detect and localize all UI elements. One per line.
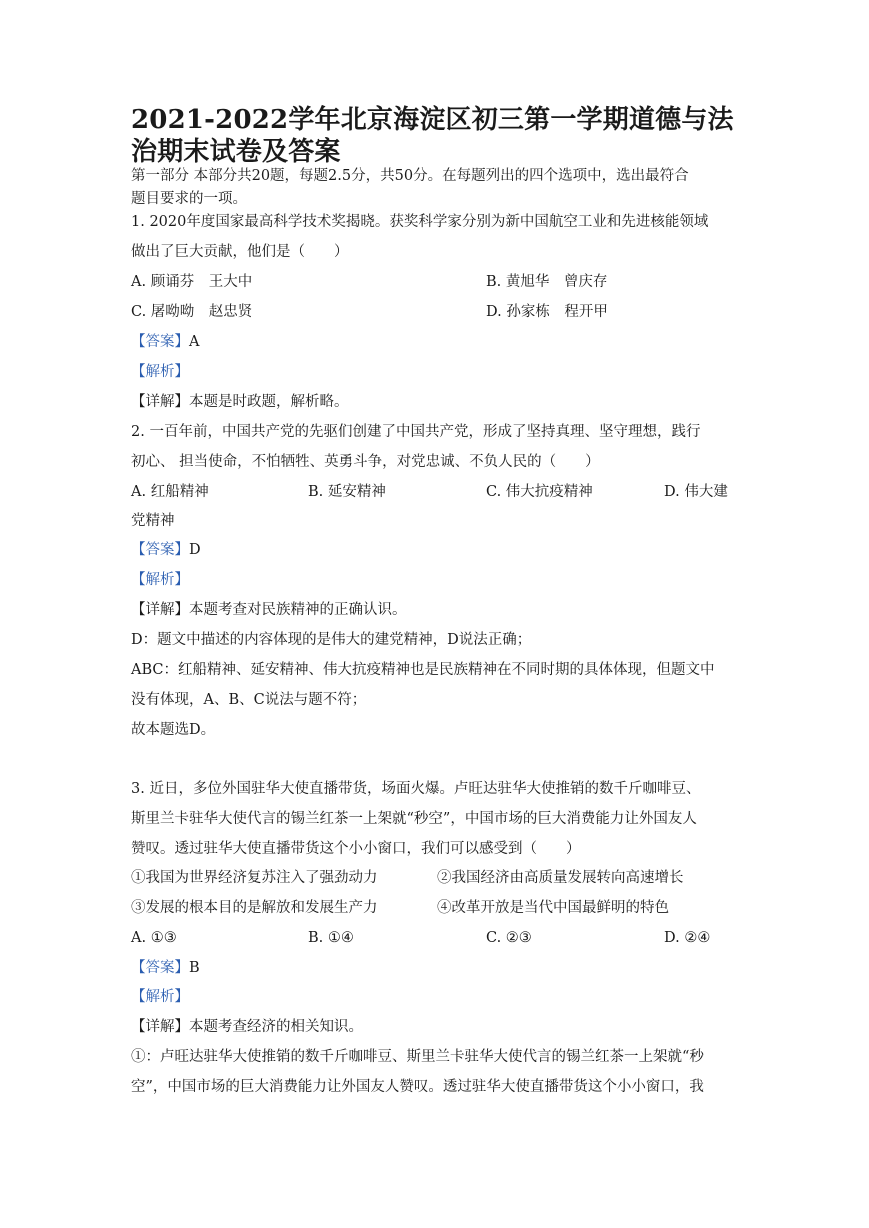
q3-explain-line-2: 空”，中国市场的巨大消费能力让外国友人赞叹。透过驻华大使直播带货这个小小窗口，我 <box>131 1079 704 1095</box>
q1-option-a: A. 顾诵芬 王大中 <box>131 274 253 290</box>
q3-explain-line-1: ①：卢旺达驻华大使推销的数千斤咖啡豆、斯里兰卡驻华大使代言的锡兰红茶一上架就“秒 <box>131 1049 704 1065</box>
q1-option-b: B. 黄旭华 曾庆存 <box>486 274 608 290</box>
q3-answer-value: B <box>189 960 200 976</box>
q1-detail-text: 本题是时政题，解析略。 <box>189 394 349 410</box>
q3-item-4: ④改革开放是当代中国最鲜明的特色 <box>437 900 669 916</box>
q3-item-2: ②我国经济由高质量发展转向高速增长 <box>437 870 684 886</box>
q1-stem-line-1: 1. 2020年度国家最高科学技术奖揭晓。获奖科学家分别为新中国航空工业和先进核能领域 <box>131 214 709 230</box>
detail-tag: 【详解】 <box>131 602 189 618</box>
q2-explain-line-2: ABC：红船精神、延安精神、伟大抗疫精神也是民族精神在不同时期的具体体现，但题文中 <box>131 662 715 678</box>
q1-answer-value: A <box>189 334 200 350</box>
q3-item-3: ③发展的根本目的是解放和发展生产力 <box>131 900 378 916</box>
q1-answer <box>131 333 199 351</box>
q2-explain-line-4: 故本题选D。 <box>131 722 216 738</box>
q3-stem-line-1: 3. 近日，多位外国驻华大使直播带货，场面火爆。卢旺达驻华大使推销的数千斤咖啡豆、 <box>131 781 701 797</box>
q2-stem-line-2: 初心、 担当使命，不怕牺牲、英勇斗争，对党忠诚、不负人民的（ ） <box>131 454 600 470</box>
q2-detail <box>131 601 407 619</box>
page-title: 2021-2022学年北京海淀区初三第一学期道德与法治期末试卷及答案 <box>131 105 734 167</box>
detail-tag: 【详解】 <box>131 1019 189 1035</box>
q1-option-c: C. 屠呦呦 赵忠贤 <box>131 304 253 320</box>
q3-analysis <box>131 988 189 1006</box>
q2-option-b: B. 延安精神 <box>308 484 386 500</box>
q3-answer <box>131 959 200 977</box>
q2-option-d: D. 伟大建 <box>664 484 728 500</box>
q3-detail-text: 本题考查经济的相关知识。 <box>189 1019 363 1035</box>
q2-option-d-wrap: 党精神 <box>131 513 175 529</box>
analysis-tag: 【解析】 <box>131 989 189 1005</box>
analysis-tag: 【解析】 <box>131 364 189 380</box>
q3-option-d: D. ②④ <box>664 930 711 946</box>
q2-answer-value: D <box>189 542 201 558</box>
q1-detail <box>131 393 349 411</box>
q3-option-b: B. ①④ <box>308 930 354 946</box>
q3-option-c: C. ②③ <box>486 930 532 946</box>
answer-tag: 【答案】 <box>131 960 189 976</box>
q2-stem-line-1: 2. 一百年前，中国共产党的先驱们创建了中国共产党，形成了坚持真理、坚守理想，践行 <box>131 424 701 440</box>
q2-detail-text: 本题考查对民族精神的正确认识。 <box>189 602 407 618</box>
analysis-tag: 【解析】 <box>131 572 189 588</box>
q2-answer <box>131 541 201 559</box>
q3-item-1: ①我国为世界经济复苏注入了强劲动力 <box>131 870 378 886</box>
q2-explain-line-1: D：题文中描述的内容体现的是伟大的建党精神，D说法正确； <box>131 632 532 648</box>
q3-stem-line-2: 斯里兰卡驻华大使代言的锡兰红茶一上架就“秒空”，中国市场的巨大消费能力让外国友人 <box>131 811 697 827</box>
q1-option-d: D. 孙家栋 程开甲 <box>486 304 608 320</box>
q2-analysis <box>131 571 189 589</box>
detail-tag: 【详解】 <box>131 394 189 410</box>
q2-option-c: C. 伟大抗疫精神 <box>486 484 593 500</box>
answer-tag: 【答案】 <box>131 542 189 558</box>
q3-option-a: A. ①③ <box>131 930 177 946</box>
q1-stem-line-2: 做出了巨大贡献，他们是（ ） <box>131 244 349 260</box>
q1-analysis <box>131 363 189 381</box>
q2-option-a: A. 红船精神 <box>131 484 209 500</box>
answer-tag: 【答案】 <box>131 334 189 350</box>
section-intro-line-2: 题目要求的一项。 <box>131 191 247 207</box>
q3-detail <box>131 1018 363 1036</box>
q3-stem-line-3: 赞叹。透过驻华大使直播带货这个小小窗口，我们可以感受到（ ） <box>131 841 581 857</box>
q2-explain-line-3: 没有体现，A、B、C说法与题不符； <box>131 692 367 708</box>
section-intro-line-1: 第一部分 本部分共20题，每题2.5分，共50分。在每题列出的四个选项中，选出最符合 <box>131 168 689 184</box>
